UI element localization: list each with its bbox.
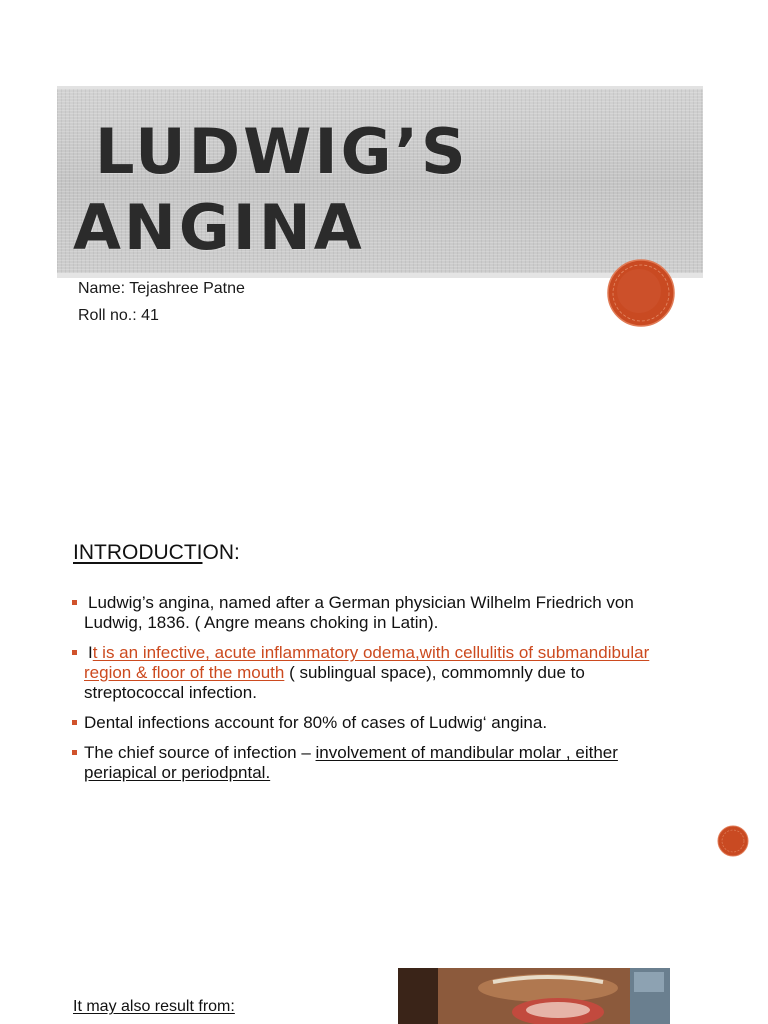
introduction-heading-underlined: INTRODUCTI bbox=[73, 541, 203, 564]
clinical-photo bbox=[398, 968, 670, 1024]
decorative-circle-small bbox=[717, 825, 749, 857]
definition-link[interactable]: t is an infective, acute inflammatory odema,with cellulitis of submandibular region & floor of the mouth bbox=[84, 643, 650, 682]
title-line-2: ANGINA bbox=[73, 191, 365, 264]
bullet-item-2 bbox=[72, 643, 672, 703]
bullet-lead: The chief source of infection – bbox=[84, 743, 316, 762]
title-banner bbox=[57, 86, 703, 278]
roll-number: Roll no.: 41 bbox=[78, 307, 159, 324]
author-name: Name: Tejashree Patne bbox=[78, 280, 245, 297]
bullet-marker bbox=[72, 600, 77, 605]
introduction-heading bbox=[73, 541, 240, 565]
bullet-item-4 bbox=[72, 743, 672, 783]
bullet-item-1 bbox=[72, 593, 672, 633]
title-line-1: LUDWIG’S bbox=[95, 115, 469, 188]
bullet-text: Dental infections account for 80% of cases of Ludwig‘ angina. bbox=[84, 713, 548, 732]
introduction-bullet-list bbox=[72, 593, 672, 793]
bullet-marker bbox=[72, 750, 77, 755]
bullet-text: Ludwig’s angina, named after a German physician Wilhelm Friedrich von Ludwig, 1836. ( Angre means choking in Latin). bbox=[84, 593, 634, 632]
introduction-heading-rest: ON: bbox=[202, 541, 240, 564]
bullet-underlined: involvement of mandibular molar , either periapical or periodpntal. bbox=[84, 743, 618, 782]
also-result-heading: It may also result from: bbox=[73, 998, 235, 1015]
decorative-circle-large bbox=[606, 258, 676, 328]
bullet-lead: I bbox=[88, 643, 93, 662]
bullet-marker bbox=[72, 650, 77, 655]
bullet-item-3 bbox=[72, 713, 672, 733]
bullet-marker bbox=[72, 720, 77, 725]
bullet-rest: ( sublingual space), commomnly due to streptococcal infection. bbox=[84, 663, 585, 702]
